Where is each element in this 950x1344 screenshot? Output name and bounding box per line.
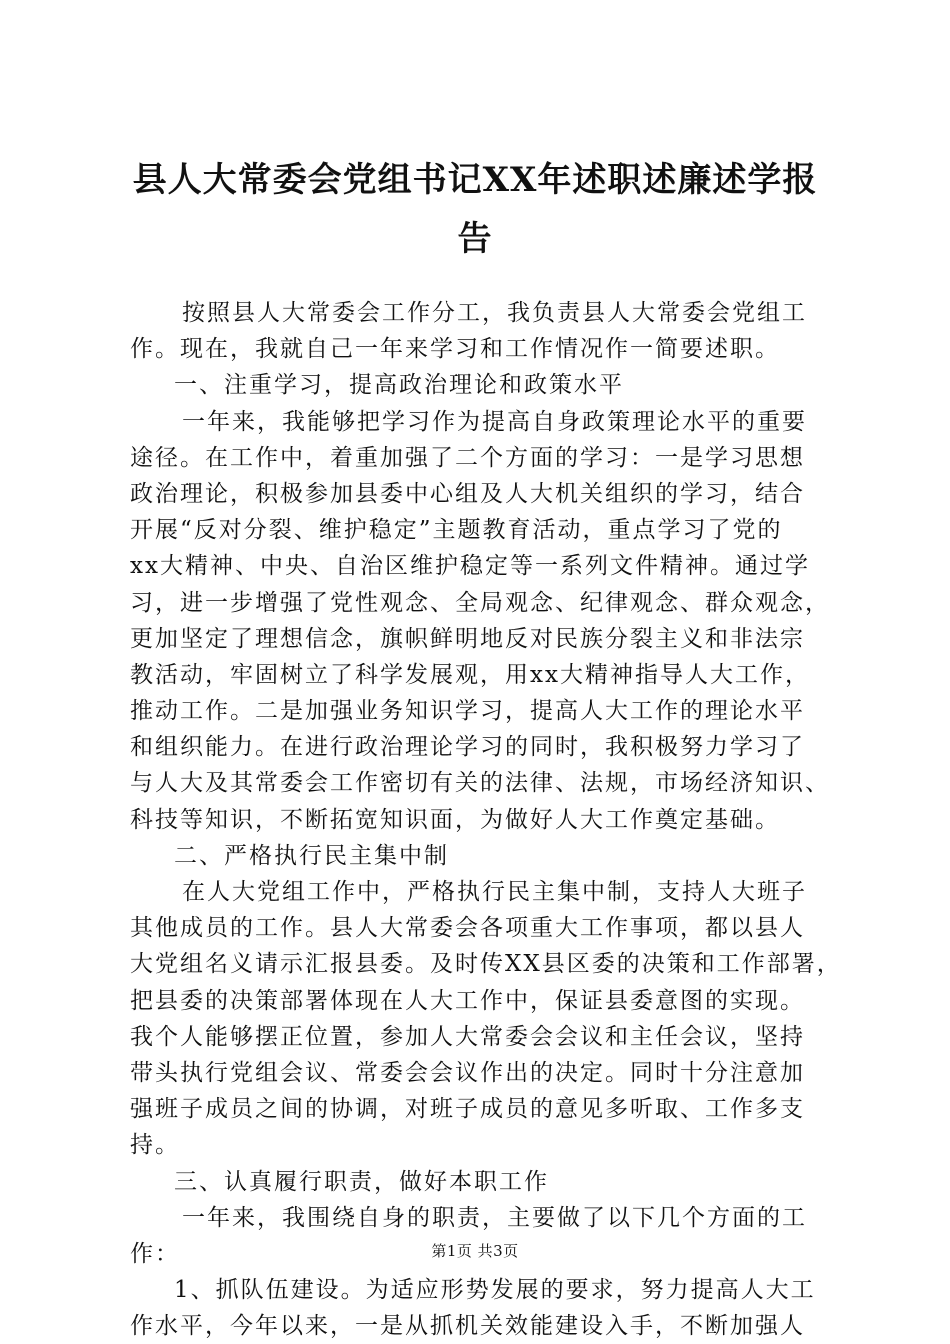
paragraph-line: 和组织能力。在进行政治理论学习的同时，我积极努力学习了	[130, 734, 805, 761]
paragraph-line: 大党组名义请示汇报县委。及时传XX县区委的决策和工作部署，	[130, 951, 842, 978]
paragraph-line: 在人大党组工作中，严格执行民主集中制，支持人大班子	[182, 879, 807, 905]
paragraph-line: 一年来，我能够把学习作为提高自身政策理论水平的重要	[182, 408, 807, 435]
paragraph-line: 强班子成员之间的协调，对班子成员的意见多听取、工作多支	[130, 1096, 805, 1123]
document-body	[130, 295, 842, 1344]
paragraph-line: 带头执行党组会议、常委会会议作出的决定。同时十分注意加	[130, 1059, 805, 1086]
document-title: 县人大常委会党组书记XX年述职述廉述学报	[132, 160, 818, 200]
paragraph-line: 政治理论，积极参加县委中心组及人大机关组织的学习，结合	[130, 480, 805, 507]
page-footer: 第1页 共3页	[431, 1242, 519, 1260]
paragraph-line: 开展“反对分裂、维护稳定”主题教育活动，重点学习了党的	[130, 517, 783, 544]
paragraph-line: 与人大及其常委会工作密切有关的法律、法规，市场经济知识、	[130, 770, 830, 797]
paragraph-line: 教活动，牢固树立了科学发展观，用xx大精神指导人大工作，	[130, 661, 810, 688]
paragraph-line: 持。	[130, 1132, 180, 1159]
paragraph-line: 作。现在，我就自己一年来学习和工作情况作一简要述职。	[130, 336, 780, 363]
paragraph-line: 作：	[130, 1240, 180, 1267]
paragraph-line: 科技等知识，不断拓宽知识面，为做好人大工作奠定基础。	[130, 806, 780, 833]
paragraph-line: 更加坚定了理想信念，旗帜鲜明地反对民族分裂主义和非法宗	[130, 625, 805, 652]
paragraph-line: xx大精神、中央、自治区维护稳定等一系列文件精神。通过学	[130, 553, 810, 580]
paragraph-line: 把县委的决策部署体现在人大工作中，保证县委意图的实现。	[130, 987, 805, 1014]
paragraph-line: 1、抓队伍建设。为适应形势发展的要求，努力提高人大工	[174, 1277, 816, 1304]
paragraph-line: 一年来，我围绕自身的职责，主要做了以下几个方面的工	[182, 1204, 807, 1231]
section-heading: 二、严格执行民主集中制	[174, 842, 449, 869]
document-title-continuation: 告	[457, 219, 493, 259]
paragraph-line: 作水平，今年以来，一是从抓机关效能建设入手，不断加强人	[130, 1313, 805, 1340]
paragraph-line: 其他成员的工作。县人大常委会各项重大工作事项，都以县人	[130, 915, 805, 942]
paragraph-line: 我个人能够摆正位置，参加人大常委会会议和主任会议，坚持	[130, 1023, 805, 1050]
section-heading: 三、认真履行职责，做好本职工作	[174, 1168, 549, 1195]
paragraph-line: 习，进一步增强了党性观念、全局观念、纪律观念、群众观念，	[130, 589, 830, 616]
section-heading: 一、注重学习，提高政治理论和政策水平	[174, 372, 624, 399]
paragraph-line: 推动工作。二是加强业务知识学习，提高人大工作的理论水平	[130, 698, 805, 725]
paragraph-line: 途径。在工作中，着重加强了二个方面的学习：一是学习思想	[130, 444, 805, 471]
paragraph-line: 按照县人大常委会工作分工，我负责县人大常委会党组工	[182, 300, 807, 326]
